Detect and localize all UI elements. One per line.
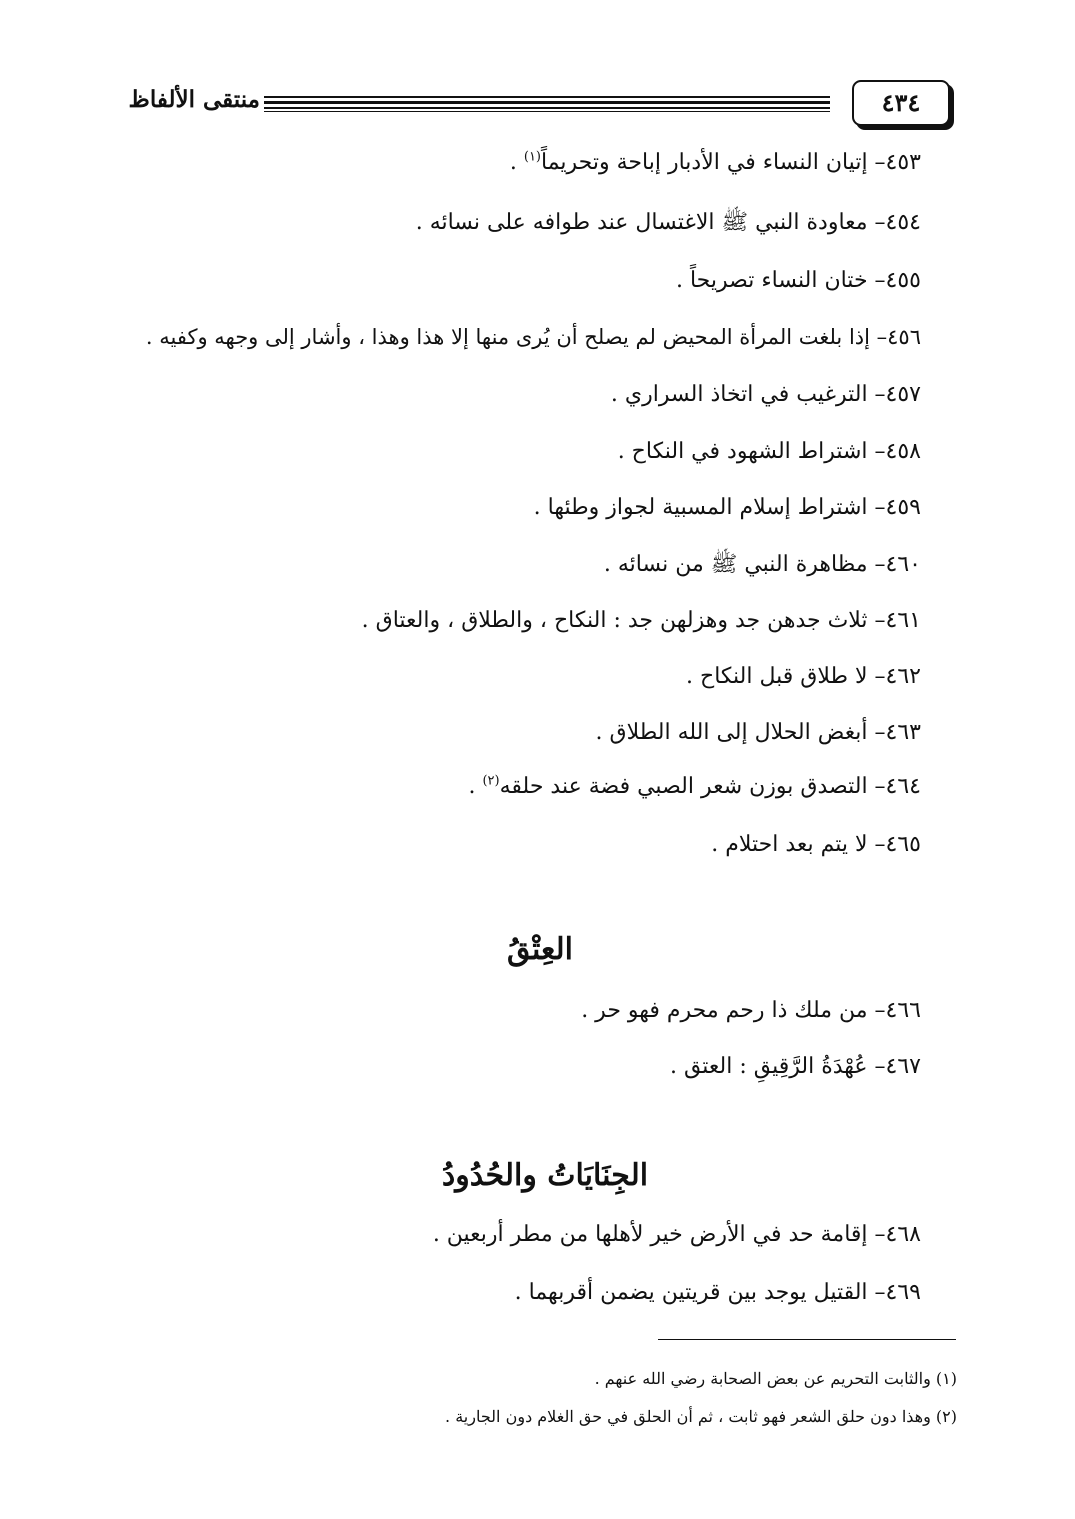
- list-item: ٤٦١– ثلاث جدهن جد وهزلهن جد : النكاح ، والطلاق ، والعتاق .: [361, 608, 921, 633]
- list-item: ٤٥٨– اشتراط الشهود في النكاح .: [617, 439, 921, 464]
- list-item: ٤٥٤– معاودة النبي ﷺ الاغتسال عند طوافه على نسائه .: [415, 210, 921, 235]
- list-item: ٤٥٥– ختان النساء تصريحاً .: [675, 268, 921, 293]
- footnote: (٢) وهذا دون حلق الشعر فهو ثابت ، ثم أن الحلق في حق الغلام دون الجارية .: [445, 1407, 957, 1426]
- list-item: ٤٦٣– أبغض الحلال إلى الله الطلاق .: [595, 720, 921, 745]
- list-item: ٤٥٣– إتيان النساء في الأدبار إباحة وتحريماً$^{(١)}$ .: [509, 149, 921, 175]
- list-item: ٤٦٤– التصدق بوزن شعر الصبي فضة عند حلقه$^{(٢)}$ .: [468, 773, 921, 799]
- list-item: ٤٦٩– القتيل يوجد بين قريتين يضمن أقربهما .: [514, 1280, 921, 1305]
- list-item: ٤٥٦– إذا بلغت المرأة المحيض لم يصلح أن يُرى منها إلا هذا وهذا ، وأشار إلى وجهه وكفيه .: [145, 325, 921, 349]
- list-item: ٤٦٨– إقامة حد في الأرض خير لأهلها من مطر أربعين .: [432, 1222, 921, 1247]
- list-item: ٤٥٩– اشتراط إسلام المسبية لجواز وطئها .: [533, 495, 921, 520]
- running-title: منتقى الألفاظ: [128, 86, 260, 113]
- list-item: ٤٦٢– لا طلاق قبل النكاح .: [686, 664, 921, 689]
- list-item: ٤٦٦– من ملك ذا رحم محرم فهو حر .: [581, 998, 921, 1023]
- footnote-divider: [658, 1339, 956, 1340]
- page-number: ٤٣٤: [852, 80, 950, 126]
- list-item: ٤٦٧– عُهْدَةُ الرَّقِيقِ : العتق .: [669, 1054, 921, 1079]
- header-rule: [264, 96, 830, 114]
- section-heading-jinayat: الجِنَايَاتُ والحُدُودُ: [441, 1158, 649, 1193]
- list-item: ٤٦٠– مظاهرة النبي ﷺ من نسائه .: [603, 552, 921, 577]
- list-item: ٤٥٧– الترغيب في اتخاذ السراري .: [610, 382, 921, 407]
- footnote: (١) والثابت التحريم عن بعض الصحابة رضي الله عنهم .: [594, 1369, 957, 1388]
- section-heading-itq: العِتْقُ: [506, 932, 574, 967]
- list-item: ٤٦٥– لا يتم بعد احتلام .: [711, 832, 921, 857]
